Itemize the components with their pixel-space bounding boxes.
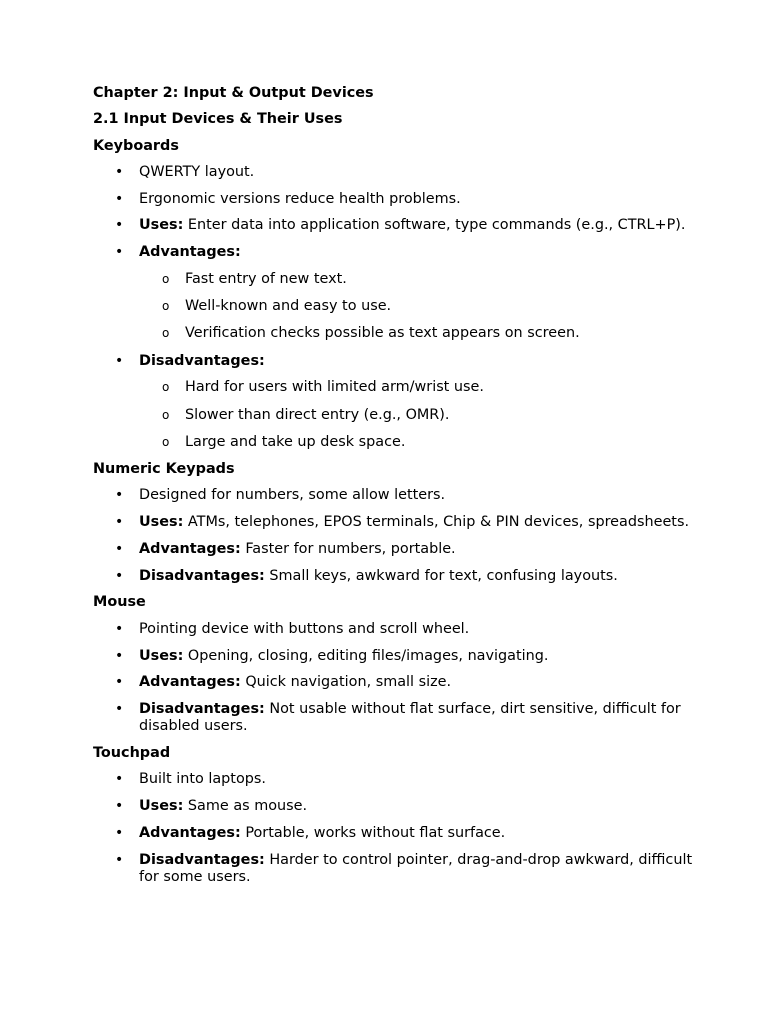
sub-list (139, 271, 693, 342)
list-item-text (139, 648, 548, 664)
item-lead-label: Uses: (139, 514, 184, 531)
section-title: 2.1 Input Devices & Their Uses (93, 111, 343, 128)
item-text: Same as mouse. (187, 798, 308, 815)
bullet-icon (115, 191, 125, 208)
item-lead-label: Advantages: (139, 244, 241, 261)
bullet-icon (115, 244, 125, 261)
list-item-text (139, 487, 445, 503)
sections-container (93, 138, 693, 886)
bullet-icon (115, 164, 125, 181)
list-item-text (139, 825, 505, 841)
bullet-icon (115, 771, 125, 788)
list-item-text (139, 621, 469, 637)
chapter-title: Chapter 2: Input & Output Devices (93, 85, 374, 101)
item-text: Opening, closing, editing files/images, navigating. (187, 647, 549, 664)
list-item (93, 568, 693, 585)
list-item-text (139, 852, 692, 885)
bullet-icon (115, 701, 125, 718)
item-text: Harder to control pointer, drag-and-drop awkward, difficult for some users. (139, 851, 693, 885)
sub-item-text: Verification checks possible as text appears on screen. (185, 325, 580, 342)
list-item-text (139, 568, 618, 584)
list-item-text (139, 191, 461, 207)
item-text: Ergonomic versions reduce health problems. (139, 190, 461, 207)
item-lead-label: Uses: (139, 647, 184, 664)
list-item (93, 825, 693, 842)
document-content (93, 85, 693, 895)
section-heading: Mouse (93, 594, 146, 611)
bullet-icon (115, 217, 125, 234)
circle-bullet-icon (162, 271, 169, 288)
item-lead-label: Disadvantages: (139, 567, 265, 584)
circle-bullet-icon (162, 434, 169, 451)
item-lead-label: Advantages: (139, 540, 241, 557)
item-lead-label: Advantages: (139, 824, 241, 841)
bullet-list (93, 621, 693, 735)
list-item-text (139, 514, 689, 530)
sub-list-item (139, 325, 693, 342)
bullet-icon (115, 798, 125, 815)
list-item (93, 244, 693, 342)
bullet-icon (115, 674, 125, 691)
circle-bullet-icon (162, 379, 169, 396)
sub-item-text: Well-known and easy to use. (185, 298, 392, 315)
list-item (93, 541, 693, 558)
item-text: QWERTY layout. (139, 163, 255, 180)
item-text: Built into laptops. (139, 771, 266, 788)
bullet-icon (115, 648, 125, 665)
item-text: Not usable without flat surface, dirt sensitive, difficult for disabled users. (139, 701, 681, 735)
section-heading: Touchpad (93, 744, 171, 761)
circle-bullet-icon (162, 325, 169, 342)
list-item (93, 852, 693, 886)
list-item (93, 674, 693, 691)
item-text: Faster for numbers, portable. (245, 540, 456, 557)
bullet-icon (115, 621, 125, 638)
bullet-icon (115, 514, 125, 531)
sub-list-item (139, 271, 693, 288)
circle-bullet-icon (162, 298, 169, 315)
item-lead-label: Disadvantages: (139, 701, 265, 718)
item-text: Quick navigation, small size. (245, 674, 452, 691)
bullet-list (93, 771, 693, 885)
sub-list-item (139, 434, 693, 451)
section-heading: Numeric Keypads (93, 461, 235, 477)
list-item-text (139, 798, 307, 814)
sub-item-text: Fast entry of new text. (185, 271, 347, 288)
circle-bullet-icon (162, 407, 169, 424)
sub-item-text: Slower than direct entry (e.g., OMR). (185, 406, 450, 423)
bullet-list (93, 487, 693, 584)
list-item (93, 164, 693, 181)
item-text: ATMs, telephones, EPOS terminals, Chip & PIN devices, spreadsheets. (187, 514, 690, 531)
item-lead-label: Advantages: (139, 674, 241, 691)
list-item-text (139, 353, 265, 369)
bullet-icon (115, 852, 125, 869)
item-text: Enter data into application software, type commands (e.g., CTRL+P). (187, 217, 686, 234)
list-item (93, 353, 693, 451)
bullet-icon (115, 825, 125, 842)
list-item (93, 191, 693, 208)
list-item (93, 771, 693, 788)
list-item (93, 798, 693, 815)
list-item (93, 487, 693, 504)
sub-list (139, 379, 693, 450)
section-heading: Keyboards (93, 137, 179, 154)
list-item-text (139, 244, 241, 260)
item-text: Small keys, awkward for text, confusing layouts. (269, 567, 618, 584)
list-item-text (139, 674, 451, 690)
list-item-text (139, 701, 681, 734)
item-text: Designed for numbers, some allow letters. (139, 487, 446, 504)
list-item-text (139, 771, 266, 787)
sub-item-text: Hard for users with limited arm/wrist use. (185, 379, 484, 396)
list-item-text (139, 164, 254, 180)
bullet-icon (115, 487, 125, 504)
list-item-text (139, 217, 685, 233)
item-lead-label: Disadvantages: (139, 851, 265, 868)
bullet-list (93, 164, 693, 451)
bullet-icon (115, 353, 125, 370)
sub-list-item (139, 379, 693, 396)
item-lead-label: Uses: (139, 798, 184, 815)
list-item (93, 514, 693, 531)
bullet-icon (115, 568, 125, 585)
item-lead-label: Uses: (139, 217, 184, 234)
list-item (93, 701, 693, 735)
list-item (93, 621, 693, 638)
list-item (93, 648, 693, 665)
sub-item-text: Large and take up desk space. (185, 433, 406, 450)
item-lead-label: Disadvantages: (139, 352, 265, 369)
bullet-icon (115, 541, 125, 558)
sub-list-item (139, 407, 693, 424)
item-text: Pointing device with buttons and scroll wheel. (139, 620, 470, 637)
list-item-text (139, 541, 456, 557)
sub-list-item (139, 298, 693, 315)
item-text: Portable, works without flat surface. (245, 824, 506, 841)
list-item (93, 217, 693, 234)
